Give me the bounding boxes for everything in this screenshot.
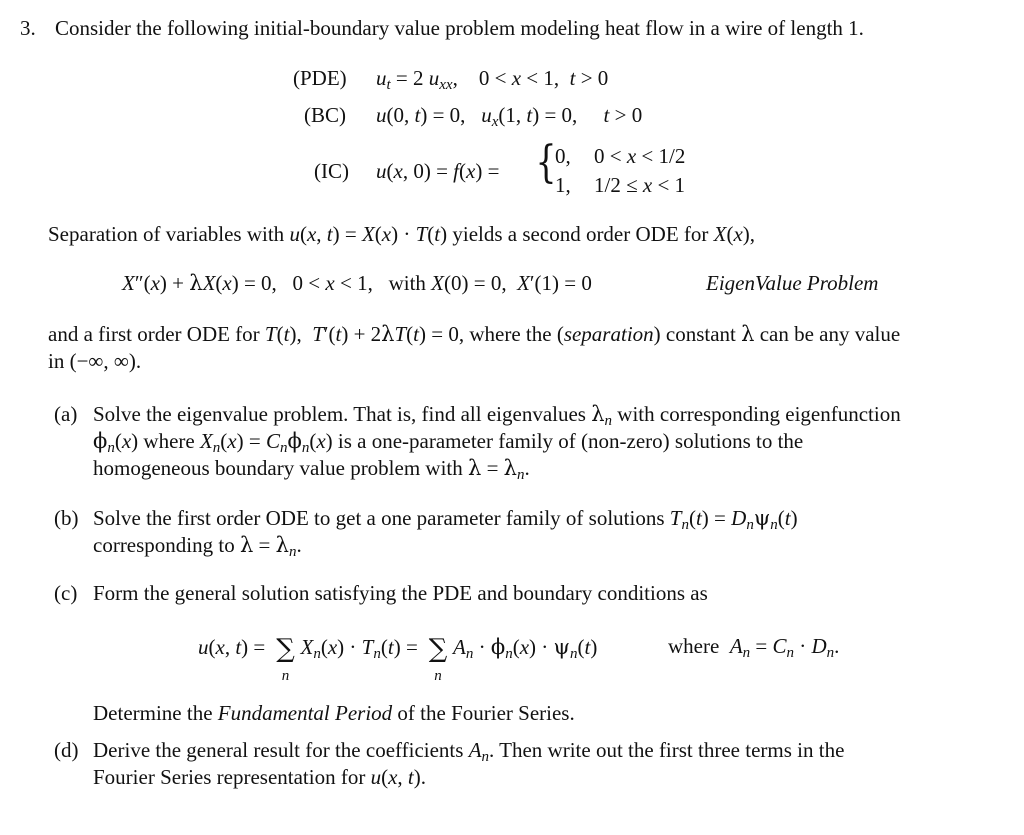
pde-label: (PDE): [293, 66, 347, 90]
in-text: in: [48, 349, 65, 373]
period-end: of the Fourier Series.: [397, 701, 575, 725]
ic-case2-condition: 1/2 ≤ x < 1: [594, 173, 686, 197]
time-ode-line: and a first order ODE for T(t), T′(t) + 2λT(t) = 0, where the (separation) constant λ can be any value: [48, 322, 901, 346]
part-b-line1-text: Solve the first order ODE to get a one parameter family of solutions: [93, 506, 665, 530]
bc-label: (BC): [304, 103, 346, 127]
part-c-line1: Form the general solution satisfying the PDE and boundary conditions as: [93, 581, 708, 605]
ic-case1-value: 0,: [555, 144, 571, 168]
ic-label: (IC): [314, 159, 349, 183]
part-a-label: (a): [54, 402, 78, 426]
lambda-range: in (−∞, ∞).: [48, 349, 142, 373]
problem-intro: Consider the following initial-boundary value problem modeling heat flow in a wire of length 1.: [55, 16, 864, 40]
part-d-line1: Derive the general result for the coefficients $A_n$. Then write out the first three terms in the: [93, 738, 845, 765]
part-d-label: (d): [54, 738, 79, 762]
separation-intro: Separation of variables with: [48, 222, 285, 246]
separation-yields: yields a second order ODE for: [452, 222, 709, 246]
ic-lhs: u(x, 0) = f(x) =: [376, 159, 500, 183]
eigen-with: with: [388, 271, 426, 295]
period-start: Determine the: [93, 701, 213, 725]
period-italic: Fundamental Period: [217, 701, 393, 725]
part-a-where: where: [143, 429, 195, 453]
time-ode-where: where the (: [469, 322, 564, 346]
part-b-line1: Solve the first order ODE to get a one parameter family of solutions $T_n(t) = D_n\psi_n(t)$: [93, 506, 798, 533]
part-d-line1-end: Then write out the first three terms in the: [499, 738, 845, 762]
bc-equation: u(0, t) = 0, $u_x(1$, t) = 0, t > 0: [376, 103, 643, 130]
problem-number: 3.: [20, 16, 36, 40]
part-a-line1-start: Solve the eigenvalue problem. That is, find all eigenvalues: [93, 402, 586, 426]
part-a-line3-start: homogeneous boundary value problem with: [93, 456, 463, 480]
pde-equation: $u_t = 2$ $u_{xx}$, 0 < x < 1, t > 0: [376, 66, 609, 93]
part-b-line2-start: corresponding to: [93, 533, 235, 557]
time-ode-and: and a first order ODE for: [48, 322, 260, 346]
part-b-label: (b): [54, 506, 79, 530]
any-value-text: can be any value: [759, 322, 901, 346]
general-solution: u(x, t) = ∑ n $X_n(x) \cdot T_n(t)$ = ∑ n $A_n \cdot \phi_n(x) \cdot \psi_n(t)$: [198, 634, 598, 684]
part-a-line1: Solve the eigenvalue problem. That is, find all eigenvalues $\lambda_n$ with corresponding eigenfunction: [93, 402, 901, 429]
constant-text: ) constant: [653, 322, 736, 346]
separation-line: Separation of variables with u(x, t) = X(x) · T(t) yields a second order ODE for X(x),: [48, 222, 756, 246]
sum-symbol: ∑ n: [276, 634, 295, 684]
part-a-line2-end: is a one-parameter family of (non-zero) solutions to the: [337, 429, 804, 453]
part-c-where: where: [668, 634, 720, 658]
eigen-label: EigenValue Problem: [706, 271, 879, 295]
part-a-line1-end: with corresponding eigenfunction: [617, 402, 901, 426]
part-d-line1-start: Derive the general result for the coefficients: [93, 738, 464, 762]
part-d-line2: Fourier Series representation for u(x, t).: [93, 765, 426, 789]
part-b-line2: corresponding to $\lambda = \lambda_n$.: [93, 533, 302, 560]
ic-case1-condition: 0 < x < 1/2: [594, 144, 686, 168]
part-c-label: (c): [54, 581, 78, 605]
part-a-line2: $\phi_n(x)$ where $X_n(x) = C_n\phi_n(x)$ is a one-parameter family of (non-zero) solutions to the: [93, 429, 804, 456]
coefficient-relation: where $A_n = C_n \cdot D_n$.: [668, 634, 840, 661]
sum-symbol: ∑ n: [428, 634, 448, 684]
fundamental-period-line: [93, 701, 575, 725]
part-a-line3: homogeneous boundary value problem with $\lambda = \lambda_n$.: [93, 456, 530, 483]
separation-word: separation: [563, 322, 654, 346]
part-d-line2-start: Fourier Series representation for: [93, 765, 366, 789]
eigen-ode: X″(x) + λX(x) = 0, 0 < x < 1, with X(0) = 0, X′(1) = 0: [122, 271, 592, 295]
ic-case2-value: 1,: [555, 173, 571, 197]
ic-brace: {: [535, 137, 557, 188]
